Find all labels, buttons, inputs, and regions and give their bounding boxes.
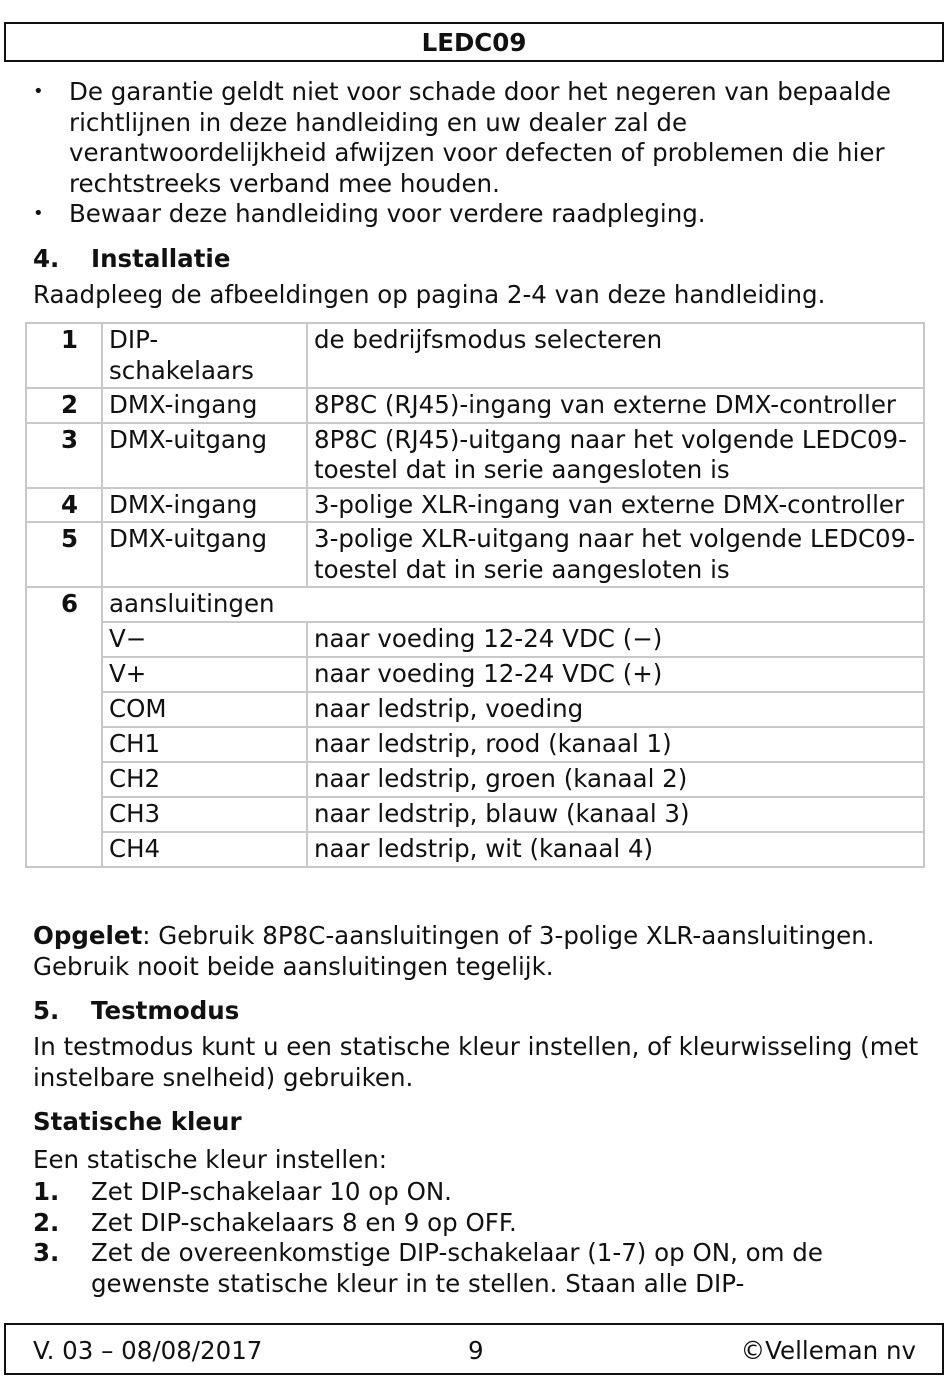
page-footer [4,1323,944,1375]
table-subrow [26,622,924,657]
connector-description: 3-polige XLR-ingang van externe DMX-controller [307,488,924,523]
section-number: 4. [33,244,60,273]
section-title: Installatie [91,244,231,273]
bullet-icon: • [33,81,44,102]
warning-text: : Gebruik 8P8C-aansluitingen of 3-polige XLR-aansluitingen. Gebruik nooit beide aansluitingen tegelijk. [33,921,875,981]
page-header [4,22,944,62]
step-text: Zet de overeenkomstige DIP-schakelaar (1-7) op ON, om de gewenste statische kleur in te stellen. Staan alle DIP- [91,1238,823,1298]
static-color-intro: Een statische kleur instellen: [33,1145,387,1174]
connector-name: DIP- schakelaars [102,323,307,388]
section-4-intro: Raadpleeg de afbeeldingen op pagina 2-4 van deze handleiding. [33,280,826,309]
row-number: 2 [26,388,102,423]
connector-name: DMX-ingang [102,488,307,523]
section-5-intro: In testmodus kunt u een statische kleur instellen, of kleurwisseling (met instelbare snelheid) gebruiken. [33,1032,919,1092]
terminal-name: COM [102,692,307,727]
copyright: ©Velleman nv [740,1336,916,1365]
row-number: 4 [26,488,102,523]
table-row [26,488,924,523]
bullet-item [33,199,933,230]
static-color-heading: Statische kleur [33,1107,242,1136]
row-number: 6 [26,587,102,867]
table-row [26,323,924,388]
terminal-description: naar voeding 12-24 VDC (+) [307,657,924,692]
row-number: 3 [26,423,102,488]
connector-group-name: aansluitingen [102,587,924,622]
terminal-description: naar ledstrip, groen (kanaal 2) [307,762,924,797]
connector-description: 8P8C (RJ45)-uitgang naar het volgende LEDC09-toestel dat in serie aangesloten is [307,423,924,488]
connector-name: DMX-uitgang [102,423,307,488]
step-item [33,1177,923,1208]
table-row [26,587,924,622]
table-subrow [26,832,924,867]
step-text: Zet DIP-schakelaar 10 op ON. [91,1177,452,1206]
connector-description: 3-polige XLR-uitgang naar het volgende LEDC09-toestel dat in serie aangesloten is [307,522,924,587]
connector-description: de bedrijfsmodus selecteren [307,323,924,388]
terminal-name: CH3 [102,797,307,832]
connector-name: DMX-uitgang [102,522,307,587]
row-number: 5 [26,522,102,587]
bullet-icon: • [33,203,44,224]
terminal-name: CH1 [102,727,307,762]
step-number: 1. [33,1177,60,1206]
terminal-description: naar voeding 12-24 VDC (−) [307,622,924,657]
step-item [33,1208,923,1239]
table-subrow [26,762,924,797]
warning-label: Opgelet [33,921,143,950]
step-text: Zet DIP-schakelaars 8 en 9 op OFF. [91,1207,517,1237]
warning-note [33,921,923,982]
connector-description: 8P8C (RJ45)-ingang van externe DMX-controller [307,388,924,423]
section-5-heading [33,996,239,1027]
terminal-name: CH4 [102,832,307,867]
table-row [26,423,924,488]
terminal-name: CH2 [102,762,307,797]
table-row [26,388,924,423]
page-number: 9 [468,1336,484,1365]
row-number: 1 [26,323,102,388]
section-4-heading [33,244,230,275]
version-date: V. 03 – 08/08/2017 [33,1336,263,1365]
table-subrow [26,692,924,727]
step-number: 3. [33,1238,60,1267]
bullet-text: Bewaar deze handleiding voor verdere raadpleging. [69,199,706,228]
bullet-list [33,77,933,230]
document-title: LEDC09 [421,28,527,57]
terminal-description: naar ledstrip, wit (kanaal 4) [307,832,924,867]
terminal-description: naar ledstrip, blauw (kanaal 3) [307,797,924,832]
section-number: 5. [33,996,60,1025]
steps-list [33,1177,923,1299]
terminal-name: V− [102,622,307,657]
bullet-item [33,77,933,199]
terminal-description: naar ledstrip, voeding [307,692,924,727]
table-subrow [26,797,924,832]
table-subrow [26,727,924,762]
terminal-description: naar ledstrip, rood (kanaal 1) [307,727,924,762]
terminal-name: V+ [102,657,307,692]
bullet-text: De garantie geldt niet voor schade door het negeren van bepaalde richtlijnen in deze handleiding en uw dealer zal de verantwoordelijkheid afwijzen voor defecten of problemen die hier rechtstreeks verband mee houden. [69,77,891,198]
table-subrow [26,657,924,692]
connections-table [25,322,925,868]
step-item [33,1238,923,1299]
step-number: 2. [33,1207,60,1237]
table-row [26,522,924,587]
section-title: Testmodus [91,996,240,1025]
connector-name: DMX-ingang [102,388,307,423]
